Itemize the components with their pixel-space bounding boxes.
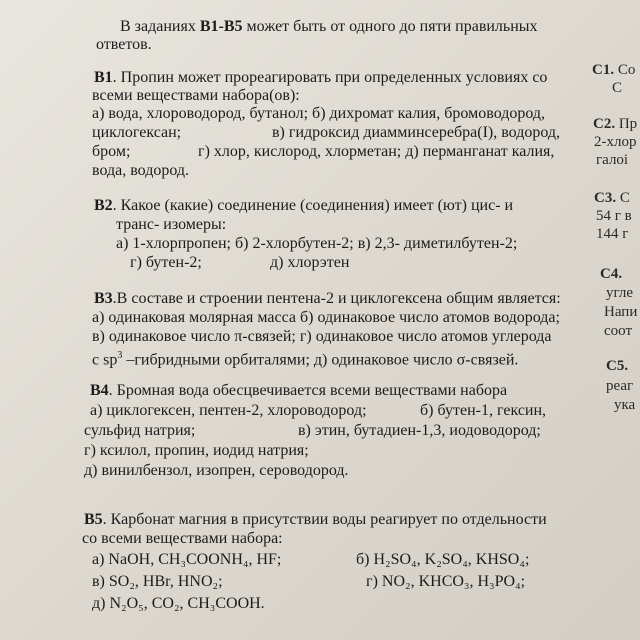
b5-option-d: д) N₂O₅, CO₂, CH₃COOH. xyxy=(92,595,265,612)
b5-question: B5. Карбонат магния в присутствии воды реагирует по отдельности xyxy=(84,511,547,528)
side-c3-label: С3. С xyxy=(594,190,630,206)
side-c4-label: С4. xyxy=(600,266,623,282)
b5-line-2: со всеми веществами набора: xyxy=(82,530,283,547)
b1-options-g-d: г) хлор, кислород, хлорметан; д) перманганат калия, xyxy=(198,143,555,160)
b1-line-2: всеми веществами набора(ов): xyxy=(92,87,300,104)
b4-option-d: д) винилбензол, изопрен, сероводород. xyxy=(84,462,349,479)
b4-line-3a: сульфид натрия; xyxy=(84,422,196,439)
b3-question: B3.В составе и строении пентена-2 и циклогексена общим является: xyxy=(94,290,561,307)
b5-option-v: в) SO₂, HBr, HNO₂; xyxy=(92,573,223,590)
b2-question: B2. Какое (какие) соединение (соединения) имеет (ют) цис- и xyxy=(94,197,514,214)
b2-option-d: д) хлорэтен xyxy=(270,254,350,271)
side-c3-text-2: 144 г xyxy=(596,226,629,242)
side-c4-text-3: соот xyxy=(604,323,633,339)
b1-question: B1. Пропин может прореагировать при определенных условиях со xyxy=(94,69,548,86)
b4-option-b: б) бутен-1, гексин, xyxy=(420,402,547,419)
b5-option-b: б) H₂SO₄, K₂SO₄, KHSO₄; xyxy=(356,551,530,568)
intro-line-2: ответов. xyxy=(96,36,152,53)
b4-option-v: в) этин, бутадиен-1,3, иодоводород; xyxy=(298,422,541,439)
side-c1-text: С xyxy=(612,80,623,96)
side-c2-text-2: галоі xyxy=(596,152,629,168)
b1-line-4a: циклогексан; xyxy=(92,124,182,141)
b2-option-g: г) бутен-2; xyxy=(130,254,202,271)
b2-options-a-v: а) 1-хлорпропен; б) 2-хлорбутен-2; в) 2,3- диметилбутен-2; xyxy=(116,235,518,252)
intro-line-1: В заданиях B1-B5 может быть от одного до пяти правильных xyxy=(120,18,538,35)
b4-option-g: г) ксилол, пропин, иодид натрия; xyxy=(84,442,309,459)
b3-options-a-b: а) одинаковая молярная масса б) одинаковое число атомов водорода; xyxy=(92,309,560,326)
side-c1-label: С1. Со xyxy=(592,62,636,78)
b1-option-v: в) гидроксид диамминсеребра(I), водород, xyxy=(272,124,561,141)
b1-options-a-b: а) вода, хлороводород, бутанол; б) дихромат калия, бромоводород, xyxy=(92,105,546,122)
side-c4-text-1: угле xyxy=(606,285,634,301)
side-c2-text-1: 2-хлор xyxy=(594,134,637,150)
b2-line-2: транс- изомеры: xyxy=(116,216,227,233)
b3-options-v-g: в) одинаковое число π-связей; г) одинаковое число атомов углерода xyxy=(92,328,552,345)
b5-option-g: г) NO₂, KHCO₃, H₃PO₄; xyxy=(366,573,526,590)
side-c3-text-1: 54 г в xyxy=(596,208,632,224)
side-c5-label: С5. xyxy=(606,358,629,374)
b5-option-a: а) NaOH, CH₃COONH₄, HF; xyxy=(92,551,282,568)
b4-option-a: а) циклогексен, пентен-2, хлороводород; xyxy=(90,402,367,419)
side-c4-text-2: Напи xyxy=(604,304,638,320)
side-c2-label: С2. Пр xyxy=(593,116,638,132)
b1-line-6: вода, водород. xyxy=(92,162,190,179)
b4-question: B4. Бромная вода обесцвечивается всеми веществами набора xyxy=(90,382,508,399)
b1-line-5a: бром; xyxy=(92,143,131,160)
b3-option-d: с $sp^3$ –гибридными орбиталями; д) одинаковое число σ-связей. xyxy=(92,350,519,369)
side-c5-text-2: ука xyxy=(614,397,636,413)
side-c5-text-1: реаг xyxy=(606,378,634,394)
